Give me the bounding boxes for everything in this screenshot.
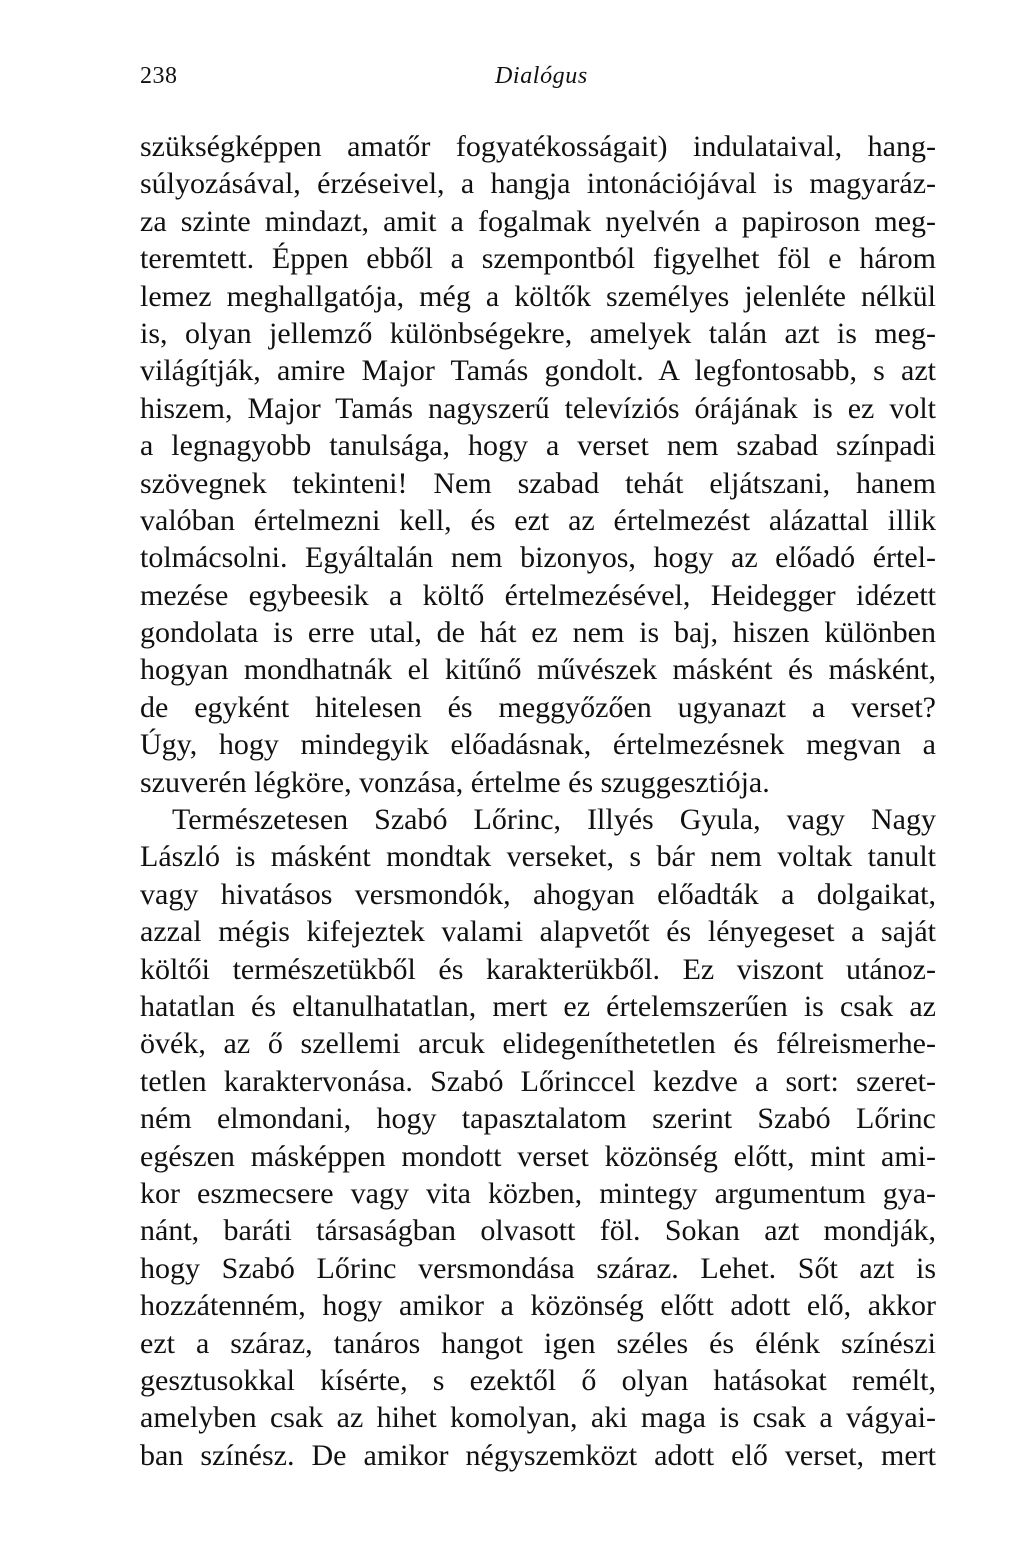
- text-line: szuverén légköre, vonzása, értelme és szuggesztiója.: [140, 765, 770, 799]
- text-line: ném elmondani, hogy tapasztalatom szerint Szabó Lőrinc: [140, 1102, 936, 1136]
- text-line: nánt, baráti társaságban olvasott föl. Sokan azt mondják,: [140, 1214, 936, 1248]
- text-line: hogyan mondhatnák el kitűnő művészek másként és másként,: [140, 653, 936, 687]
- text-line: ban színész. De amikor négyszemközt adott elő verset, mert: [140, 1438, 936, 1472]
- text-line: gesztusokkal kísérte, s ezektől ő olyan hatásokat remélt,: [140, 1363, 936, 1397]
- text-line: egészen másképpen mondott verset közönség előtt, mint ami-: [140, 1139, 936, 1173]
- text-line: Úgy, hogy mindegyik előadásnak, értelmezésnek megvan a: [140, 728, 936, 762]
- paragraph-2: [140, 801, 936, 1474]
- text-line: hogy Szabó Lőrinc versmondása száraz. Lehet. Sőt azt is: [140, 1251, 936, 1285]
- text-line: a legnagyobb tanulsága, hogy a verset nem szabad színpadi: [140, 429, 936, 463]
- text-line: súlyozásával, érzéseivel, a hangja intonációjával is magyaráz-: [140, 167, 936, 201]
- text-line: is, olyan jellemző különbségekre, amelyek talán azt is meg-: [140, 316, 936, 350]
- text-line: valóban értelmezni kell, és ezt az értelmezést alázattal illik: [140, 503, 936, 537]
- text-line: amelyben csak az hihet komolyan, aki maga is csak a vágyai-: [140, 1401, 936, 1435]
- text-line: kor eszmecsere vagy vita közben, mintegy argumentum gya-: [140, 1176, 936, 1210]
- text-line: de egyként hitelesen és meggyőzően ugyanazt a verset?: [140, 690, 936, 724]
- text-line: hiszem, Major Tamás nagyszerű televíziós órájának is ez volt: [140, 391, 936, 425]
- text-line: za szinte mindazt, amit a fogalmak nyelvén a papiroson meg-: [140, 204, 936, 238]
- running-head: Dialógus: [495, 63, 588, 89]
- text-line: szükségképpen amatőr fogyatékosságait) indulataival, hang-: [140, 130, 936, 163]
- text-line: tetlen karaktervonása. Szabó Lőrinccel kezdve a sort: szeret-: [140, 1064, 936, 1098]
- text-line: tolmácsolni. Egyáltalán nem bizonyos, hogy az előadó értel-: [140, 541, 936, 575]
- text-line: azzal mégis kifejeztek valami alapvetőt és lényegeset a saját: [140, 915, 936, 949]
- page-number: 238: [140, 63, 178, 89]
- paragraph-1: [140, 128, 936, 801]
- text-line: övék, az ő szellemi arcuk elidegeníthetetlen és félreismerhe-: [140, 1027, 936, 1061]
- text-line: hozzátenném, hogy amikor a közönség előtt adott elő, akkor: [140, 1289, 936, 1323]
- text-line: Természetesen Szabó Lőrinc, Illyés Gyula, vagy Nagy: [172, 803, 936, 837]
- text-line: vagy hivatásos versmondók, ahogyan előadták a dolgaikat,: [140, 877, 936, 911]
- text-line: teremtett. Éppen ebből a szempontból figyelhet föl e három: [140, 242, 936, 276]
- text-line: lemez meghallgatója, még a költők személyes jelenléte nélkül: [140, 279, 936, 313]
- text-line: ezt a száraz, tanáros hangot igen széles és élénk színészi: [140, 1326, 936, 1360]
- text-line: hatatlan és eltanulhatatlan, mert ez értelemszerűen is csak az: [140, 989, 936, 1023]
- text-line: szövegnek tekinteni! Nem szabad tehát eljátszani, hanem: [140, 466, 936, 500]
- text-line: költői természetükből és karakterükből. Ez viszont utánoz-: [140, 952, 936, 986]
- body-text: [140, 128, 936, 1474]
- text-line: gondolata is erre utal, de hát ez nem is baj, hiszen különben: [140, 616, 936, 650]
- text-line: László is másként mondtak verseket, s bár nem voltak tanult: [140, 840, 936, 874]
- text-line: világítják, amire Major Tamás gondolt. A legfontosabb, s azt: [140, 354, 936, 388]
- page-header: [140, 60, 936, 92]
- text-line: mezése egybeesik a költő értelmezésével, Heidegger idézett: [140, 578, 936, 612]
